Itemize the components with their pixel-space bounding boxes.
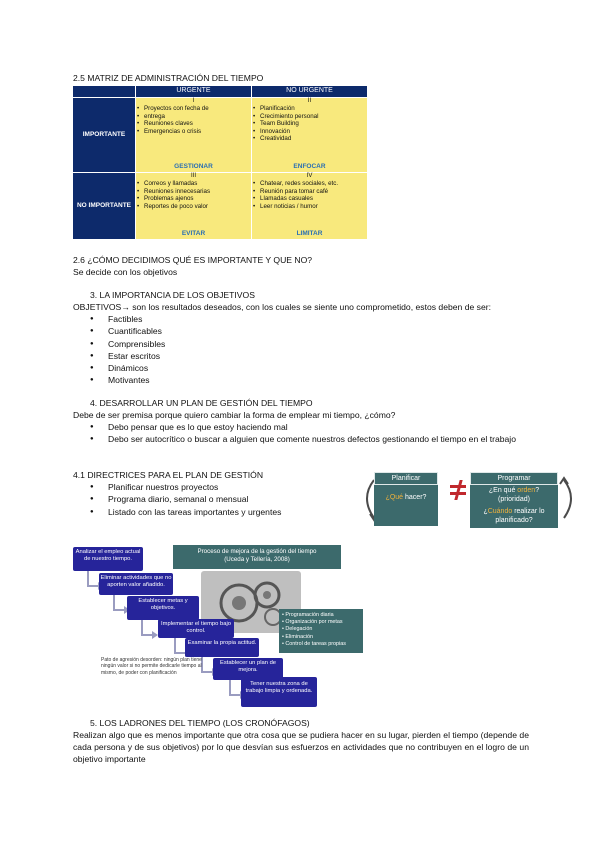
plan-item: ● Debo ser autocrítico o buscar a alguien que comente nuestros defectos gestionando el tiempo en el trabajo — [73, 433, 529, 445]
quadrant-4-roman: IV — [306, 173, 313, 179]
step-arrow-icon — [174, 638, 185, 654]
matrix-col-urgent: URGENTE — [136, 86, 251, 97]
objective-item: ● Dinámicos — [73, 362, 533, 374]
quadrant-2-item: • Team Building — [252, 120, 367, 128]
objective-item: ● Comprensibles — [73, 338, 533, 350]
process-list-item: • Delegación — [282, 626, 313, 633]
quadrant-1-footer: GESTIONAR — [174, 163, 213, 170]
quadrant-3-item: • Reuniones innecesarias — [136, 188, 251, 196]
program-box-title: Programar — [470, 472, 558, 485]
process-step-7: Tener nuestra zona de trabajo limpia y ordenada. — [241, 677, 317, 707]
quadrant-1-item: • Reuniones claves — [136, 120, 251, 128]
quadrant-3-footer: EVITAR — [181, 230, 206, 237]
process-list-item: • Organización por metas — [282, 619, 343, 626]
quadrant-3-item: • Problemas ajenos — [136, 195, 251, 203]
program-box — [470, 472, 558, 528]
guideline-item: ● Programa diario, semanal o mensual — [73, 493, 353, 505]
matrix-col-not-urgent: NO URGENTE — [252, 86, 367, 97]
time-management-matrix — [73, 86, 367, 239]
process-subtitle: (Uceda y Tellería, 2008) — [224, 556, 290, 563]
quadrant-1-item: • Proyectos con fecha de — [136, 105, 251, 113]
guidelines-list — [73, 481, 353, 518]
section-4-title: 4. DESARROLLAR UN PLAN DE GESTIÓN DEL TIEMPO — [90, 398, 313, 408]
section-4-intro: Debe de ser premisa porque quiero cambiar la forma de emplear mi tiempo, ¿cómo? — [73, 410, 396, 420]
matrix-quadrant-1 — [136, 98, 251, 172]
section-2-5-title: 2.5 MATRIZ DE ADMINISTRACIÓN DEL TIEMPO — [73, 73, 264, 83]
process-caption: Pato de agresión desorden: ningún plan tiene ningún valor si no permite dedicarle tiempo al mismo, de poder con planificación — [101, 657, 202, 676]
process-step-5: Examinar la propia actitud. — [185, 638, 259, 657]
quadrant-1-item: • Emergencias o crisis — [136, 128, 251, 136]
quadrant-1-item: • entrega — [136, 113, 251, 121]
section-3-intro: OBJETIVOS→ son los resultados deseados, con los cuales se siente uno comprometido, estos deben de ser: — [73, 302, 491, 312]
program-question-2: ¿Cuándo realizar lo — [483, 508, 545, 515]
quadrant-4-item: • Llamadas casuales — [252, 195, 367, 203]
process-diagram — [73, 545, 373, 710]
section-2-6-title: 2.6 ¿CÓMO DECIDIMOS QUÉ ES IMPORTANTE Y QUE NO? — [73, 255, 313, 265]
quadrant-2-item: • Crecimiento personal — [252, 113, 367, 121]
process-list-item: • Control de tareas propias — [282, 640, 346, 647]
quadrant-3-item: • Reportes de poco valor — [136, 203, 251, 211]
step-arrow-icon — [87, 571, 98, 587]
quadrant-2-footer: ENFOCAR — [293, 163, 326, 170]
process-list-item: • Eliminación — [282, 633, 313, 640]
section-5-title: 5. LOS LADRONES DEL TIEMPO (LOS CRONÓFAGOS) — [90, 718, 310, 728]
plan-box-question: ¿Qué hacer? — [385, 494, 427, 501]
quadrant-4-item: • Chatear, redes sociales, etc. — [252, 180, 367, 188]
objective-item: ● Cuantificables — [73, 325, 533, 337]
process-step-3: Establecer metas y objetivos. — [127, 596, 199, 620]
section-4-1-title: 4.1 DIRECTRICES PARA EL PLAN DE GESTIÓN — [73, 470, 264, 480]
section-2-6-body: Se decide con los objetivos — [73, 267, 178, 277]
program-question-1-note: (prioridad) — [498, 496, 530, 503]
section-5-body: Realizan algo que es menos importante que otra cosa que se pudiera hacer en su lugar, pierden el tiempo (depende de cada persona y de sus objetivos) por lo que desvían sus esfuerzos en actividades que no contribuyen en el logro de un objetivo importante — [73, 730, 529, 765]
objective-item: ● Estar escritos — [73, 350, 533, 362]
plan-box-title: Planificar — [374, 472, 438, 485]
process-step-4: Implementar el tiempo bajo control. — [158, 619, 234, 638]
matrix-quadrant-2 — [252, 98, 367, 172]
quadrant-4-item: • Leer noticias / humor — [252, 203, 367, 211]
quadrant-2-item: • Creatividad — [252, 135, 367, 143]
step-arrow-icon — [229, 680, 240, 696]
step-arrow-icon — [113, 595, 124, 611]
matrix-quadrant-4 — [252, 173, 367, 239]
objective-item: ● Motivantes — [73, 374, 533, 386]
matrix-row-important: IMPORTANTE — [73, 98, 135, 172]
matrix-corner — [73, 86, 135, 97]
plan-list — [73, 421, 529, 446]
objective-item: ● Factibles — [73, 313, 533, 325]
not-equal-icon — [448, 480, 468, 500]
plan-item: ● Debo pensar que es lo que estoy haciendo mal — [73, 421, 529, 433]
quadrant-2-item: • Innovación — [252, 128, 367, 136]
objectives-list — [73, 313, 533, 387]
process-title-box — [173, 545, 341, 569]
plan-box — [374, 472, 438, 526]
program-question-2-cont: planificado? — [495, 517, 533, 524]
process-list-box — [279, 609, 363, 653]
matrix-row-not-important: NO IMPORTANTE — [73, 173, 135, 239]
process-step-6: Establecer un plan de mejora. — [213, 658, 283, 680]
matrix-quadrant-3 — [136, 173, 251, 239]
process-list-item: • Programación diaria — [282, 612, 334, 618]
quadrant-3-roman: III — [190, 173, 196, 179]
quadrant-3-item: • Correos y llamadas — [136, 180, 251, 188]
guideline-item: ● Listado con las tareas importantes y urgentes — [73, 506, 353, 518]
process-step-2: Eliminar actividades que no aporten valor añadido. — [99, 573, 173, 595]
quadrant-4-footer: LIMITAR — [296, 230, 323, 237]
process-step-1: Analizar el empleo actual de nuestro tiempo. — [73, 547, 143, 571]
program-question-1: ¿En qué orden? — [488, 487, 540, 494]
section-3-title: 3. LA IMPORTANCIA DE LOS OBJETIVOS — [90, 290, 255, 300]
step-arrow-icon — [141, 620, 152, 636]
guideline-item: ● Planificar nuestros proyectos — [73, 481, 353, 493]
quadrant-1-roman: I — [192, 98, 195, 104]
plan-program-diagram — [358, 468, 580, 530]
quadrant-4-item: • Reunión para tomar café — [252, 188, 367, 196]
process-title: Proceso de mejora de la gestión del tiempo — [197, 548, 317, 555]
quadrant-2-item: • Planificación — [252, 105, 367, 113]
quadrant-2-roman: II — [307, 98, 312, 104]
